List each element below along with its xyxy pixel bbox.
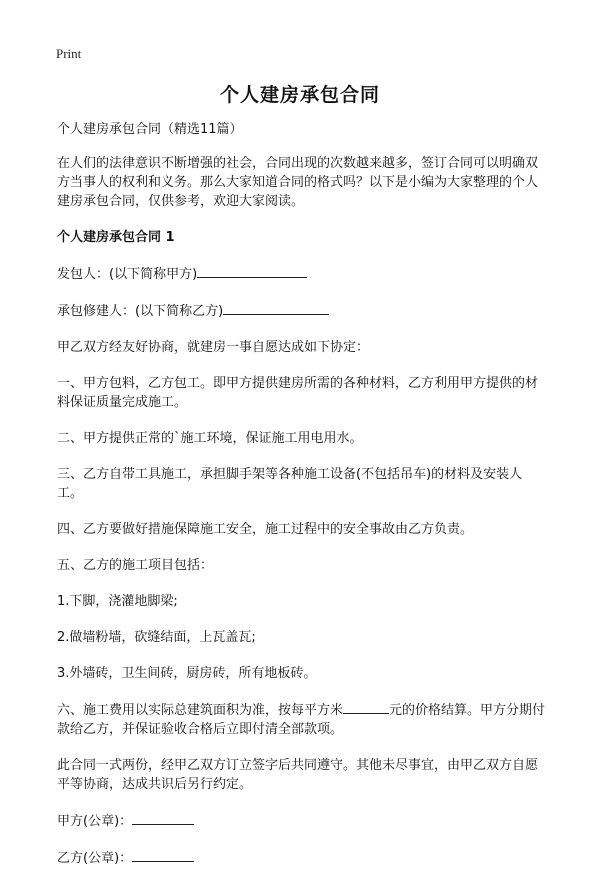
party-b-blank <box>223 301 329 315</box>
clause-6-after: 元的价格结算。甲方分期付款给乙方，并保证验收合格后立即付清全部款项。 <box>57 703 546 737</box>
print-link[interactable]: Print <box>56 46 82 61</box>
clause-3: 三、乙方自带工具施工，承担脚手架等各种施工设备(不包括吊车)的材料及安装人工。 <box>57 467 523 501</box>
document-subtitle: 个人建房承包合同（精选11篇） <box>57 122 243 137</box>
page-title: 个人建房承包合同 <box>219 84 380 106</box>
signature-a-blank <box>132 811 194 825</box>
party-b-line <box>57 301 547 321</box>
signature-b-blank <box>132 848 194 862</box>
agreement-line: 甲乙双方经友好协商，就建房一事自愿达成如下协定： <box>57 340 370 355</box>
clause-5: 五、乙方的施工项目包括： <box>57 558 214 573</box>
signature-a-label: 甲方(公章)： <box>57 814 133 829</box>
clause-6 <box>57 700 547 739</box>
clause-2: 二、甲方提供正常的`施工环境，保证施工用电用水。 <box>57 431 363 446</box>
work-item-2: 2.做墙粉墙，砍缝结面，上瓦盖瓦; <box>57 630 256 645</box>
party-a-blank <box>197 264 307 278</box>
party-a-label: 发包人：(以下简称甲方) <box>57 267 198 282</box>
intro-paragraph: 在人们的法律意识不断增强的社会，合同出现的次数越来越多，签订合同可以明确双方当事人的权利和义务。那么大家知道合同的格式吗？以下是小编为大家整理的个人建房承包合同，仅供参考，欢迎大家阅读。 <box>57 156 539 209</box>
clause-6-before: 六、施工费用以实际总建筑面积为准，按每平方米 <box>57 703 344 718</box>
signature-b-label: 乙方(公章)： <box>57 851 133 866</box>
document-body <box>57 120 547 885</box>
work-item-3: 3.外墙砖，卫生间砖，厨房砖，所有地板砖。 <box>57 666 317 681</box>
clause-4: 四、乙方要做好措施保障施工安全，施工过程中的安全事故由乙方负责。 <box>57 522 474 537</box>
section-heading: 个人建房承包合同 1 <box>57 230 175 245</box>
signature-b-line <box>57 848 547 868</box>
price-blank <box>343 700 389 714</box>
work-item-1: 1.下脚，浇灌地脚梁; <box>57 594 178 609</box>
clause-1: 一、甲方包料，乙方包工。即甲方提供建房所需的各种材料，乙方利用甲方提供的材料保证质量完成施工。 <box>57 376 539 410</box>
party-a-line <box>57 264 547 284</box>
party-b-label: 承包修建人：(以下简称乙方) <box>57 304 224 319</box>
signature-a-line <box>57 811 547 831</box>
closing-paragraph: 此合同一式两份，经甲乙双方订立签字后共同遵守。其他未尽事宜，由甲乙双方自愿平等协商，达成共识后另行约定。 <box>57 758 539 792</box>
